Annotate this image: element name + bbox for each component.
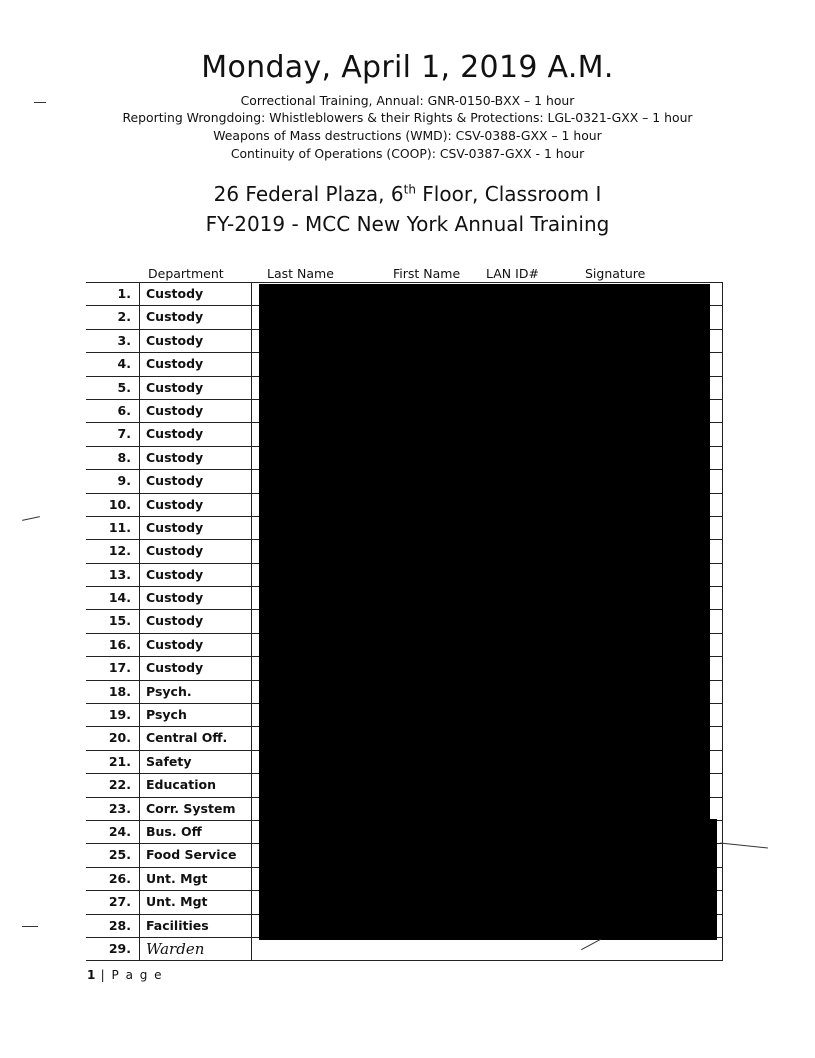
- column-divider: [251, 821, 252, 843]
- row-number: 14.: [86, 587, 140, 609]
- row-right-edge: [722, 517, 723, 539]
- row-department: Facilities: [146, 917, 209, 933]
- row-department: Custody: [146, 449, 204, 465]
- row-right-edge: [722, 610, 723, 632]
- col-header-first-name: First Name: [393, 266, 461, 281]
- column-divider: [251, 727, 252, 749]
- scan-mark: [22, 516, 40, 521]
- row-department: Food Service: [146, 847, 237, 863]
- col-header-last-name: Last Name: [267, 266, 334, 281]
- row-right-edge: [722, 540, 723, 562]
- row-right-edge: [722, 470, 723, 492]
- row-department: Custody: [146, 519, 204, 535]
- row-department: Psych.: [146, 683, 192, 699]
- row-department: Custody: [146, 590, 204, 606]
- column-divider: [251, 915, 252, 937]
- row-number: 29.: [86, 938, 140, 960]
- column-divider: [251, 400, 252, 422]
- column-divider: [251, 634, 252, 656]
- column-divider: [251, 564, 252, 586]
- row-right-edge: [722, 657, 723, 679]
- row-number: 1.: [86, 283, 140, 305]
- column-divider: [251, 377, 252, 399]
- row-department: Warden: [146, 939, 205, 958]
- row-number: 17.: [86, 657, 140, 679]
- row-right-edge: [722, 494, 723, 516]
- scan-mark: [22, 926, 38, 927]
- row-number: 4.: [86, 353, 140, 375]
- course-line-2: Reporting Wrongdoing: Whistleblowers & their Rights & Protections: LGL-0321-GXX – 1 hour: [122, 110, 693, 125]
- row-number: 6.: [86, 400, 140, 422]
- scan-mark: [34, 102, 46, 103]
- location-line: [0, 182, 815, 206]
- course-line-1: Correctional Training, Annual: GNR-0150-BXX – 1 hour: [240, 93, 575, 108]
- row-right-edge: [722, 774, 723, 796]
- row-right-edge: [722, 844, 723, 866]
- row-number: 26.: [86, 868, 140, 890]
- column-divider: [251, 283, 252, 305]
- column-divider: [251, 704, 252, 726]
- row-number: 16.: [86, 634, 140, 656]
- row-number: 12.: [86, 540, 140, 562]
- row-number: 22.: [86, 774, 140, 796]
- column-divider: [251, 774, 252, 796]
- row-right-edge: [722, 423, 723, 445]
- column-divider: [251, 540, 252, 562]
- row-department: Custody: [146, 566, 204, 582]
- column-divider: [251, 610, 252, 632]
- row-right-edge: [722, 821, 723, 843]
- column-divider: [251, 868, 252, 890]
- row-right-edge: [722, 751, 723, 773]
- column-divider: [251, 423, 252, 445]
- row-department: Education: [146, 777, 216, 793]
- row-department: Custody: [146, 426, 204, 442]
- column-divider: [251, 587, 252, 609]
- row-right-edge: [722, 891, 723, 913]
- row-right-edge: [722, 283, 723, 305]
- row-right-edge: [722, 400, 723, 422]
- row-department: Custody: [146, 613, 204, 629]
- row-right-edge: [722, 681, 723, 703]
- row-right-edge: [722, 938, 723, 960]
- column-divider: [251, 353, 252, 375]
- row-right-edge: [722, 704, 723, 726]
- row-right-edge: [722, 915, 723, 937]
- row-number: 5.: [86, 377, 140, 399]
- page-number: 1: [87, 968, 96, 982]
- redaction-block-lower: [259, 819, 717, 940]
- row-number: 15.: [86, 610, 140, 632]
- row-number: 3.: [86, 330, 140, 352]
- row-department: Custody: [146, 473, 204, 489]
- column-divider: [251, 891, 252, 913]
- col-header-department: Department: [148, 266, 224, 281]
- row-department: Psych: [146, 707, 187, 723]
- row-right-edge: [722, 727, 723, 749]
- column-divider: [251, 494, 252, 516]
- row-department: Custody: [146, 379, 204, 395]
- row-number: 25.: [86, 844, 140, 866]
- row-right-edge: [722, 330, 723, 352]
- column-divider: [251, 798, 252, 820]
- row-right-edge: [722, 447, 723, 469]
- row-number: 28.: [86, 915, 140, 937]
- row-department: Unt. Mgt: [146, 870, 208, 886]
- row-department: Safety: [146, 753, 192, 769]
- row-right-edge: [722, 306, 723, 328]
- page-footer: 1 | P a g e: [87, 968, 164, 982]
- column-divider: [251, 306, 252, 328]
- column-divider: [251, 517, 252, 539]
- course-line-3: Weapons of Mass destructions (WMD): CSV-0388-GXX – 1 hour: [213, 128, 602, 143]
- row-number: 11.: [86, 517, 140, 539]
- column-divider: [251, 844, 252, 866]
- row-number: 13.: [86, 564, 140, 586]
- row-number: 23.: [86, 798, 140, 820]
- location-text-end: Floor, Classroom I: [415, 182, 602, 206]
- row-number: 21.: [86, 751, 140, 773]
- row-department: Custody: [146, 402, 204, 418]
- row-right-edge: [722, 564, 723, 586]
- row-number: 8.: [86, 447, 140, 469]
- row-right-edge: [722, 377, 723, 399]
- row-right-edge: [722, 868, 723, 890]
- column-divider: [251, 447, 252, 469]
- document-title: Monday, April 1, 2019 A.M.: [201, 50, 614, 85]
- location-text: 26 Federal Plaza, 6: [213, 182, 404, 206]
- column-divider: [251, 681, 252, 703]
- table-row: [86, 938, 723, 961]
- row-department: Custody: [146, 636, 204, 652]
- row-number: 9.: [86, 470, 140, 492]
- scan-mark: [720, 842, 768, 848]
- row-department: Custody: [146, 309, 204, 325]
- redaction-block-upper: [259, 284, 710, 820]
- row-department: Custody: [146, 332, 204, 348]
- row-department: Custody: [146, 286, 204, 301]
- row-number: 18.: [86, 681, 140, 703]
- column-divider: [251, 330, 252, 352]
- row-department: Corr. System: [146, 800, 236, 816]
- row-department: Custody: [146, 660, 204, 676]
- row-department: Bus. Off: [146, 823, 202, 839]
- column-divider: [251, 938, 252, 960]
- row-right-edge: [722, 634, 723, 656]
- row-right-edge: [722, 353, 723, 375]
- col-header-lan-id: LAN ID#: [486, 266, 539, 281]
- column-divider: [251, 470, 252, 492]
- row-department: Custody: [146, 543, 204, 559]
- training-subtitle: FY-2019 - MCC New York Annual Training: [205, 212, 610, 236]
- row-right-edge: [722, 587, 723, 609]
- row-department: Custody: [146, 356, 204, 372]
- row-number: 27.: [86, 891, 140, 913]
- row-right-edge: [722, 798, 723, 820]
- row-number: 24.: [86, 821, 140, 843]
- row-department: Custody: [146, 496, 204, 512]
- row-number: 2.: [86, 306, 140, 328]
- row-number: 20.: [86, 727, 140, 749]
- col-header-signature: Signature: [585, 266, 646, 281]
- row-number: 10.: [86, 494, 140, 516]
- column-divider: [251, 751, 252, 773]
- row-number: 7.: [86, 423, 140, 445]
- location-superscript: th: [403, 182, 416, 197]
- column-divider: [251, 657, 252, 679]
- row-number: 19.: [86, 704, 140, 726]
- course-line-4: Continuity of Operations (COOP): CSV-0387-GXX - 1 hour: [230, 146, 585, 161]
- page-label: P a g e: [111, 968, 164, 982]
- row-department: Central Off.: [146, 730, 228, 746]
- row-department: Unt. Mgt: [146, 894, 208, 910]
